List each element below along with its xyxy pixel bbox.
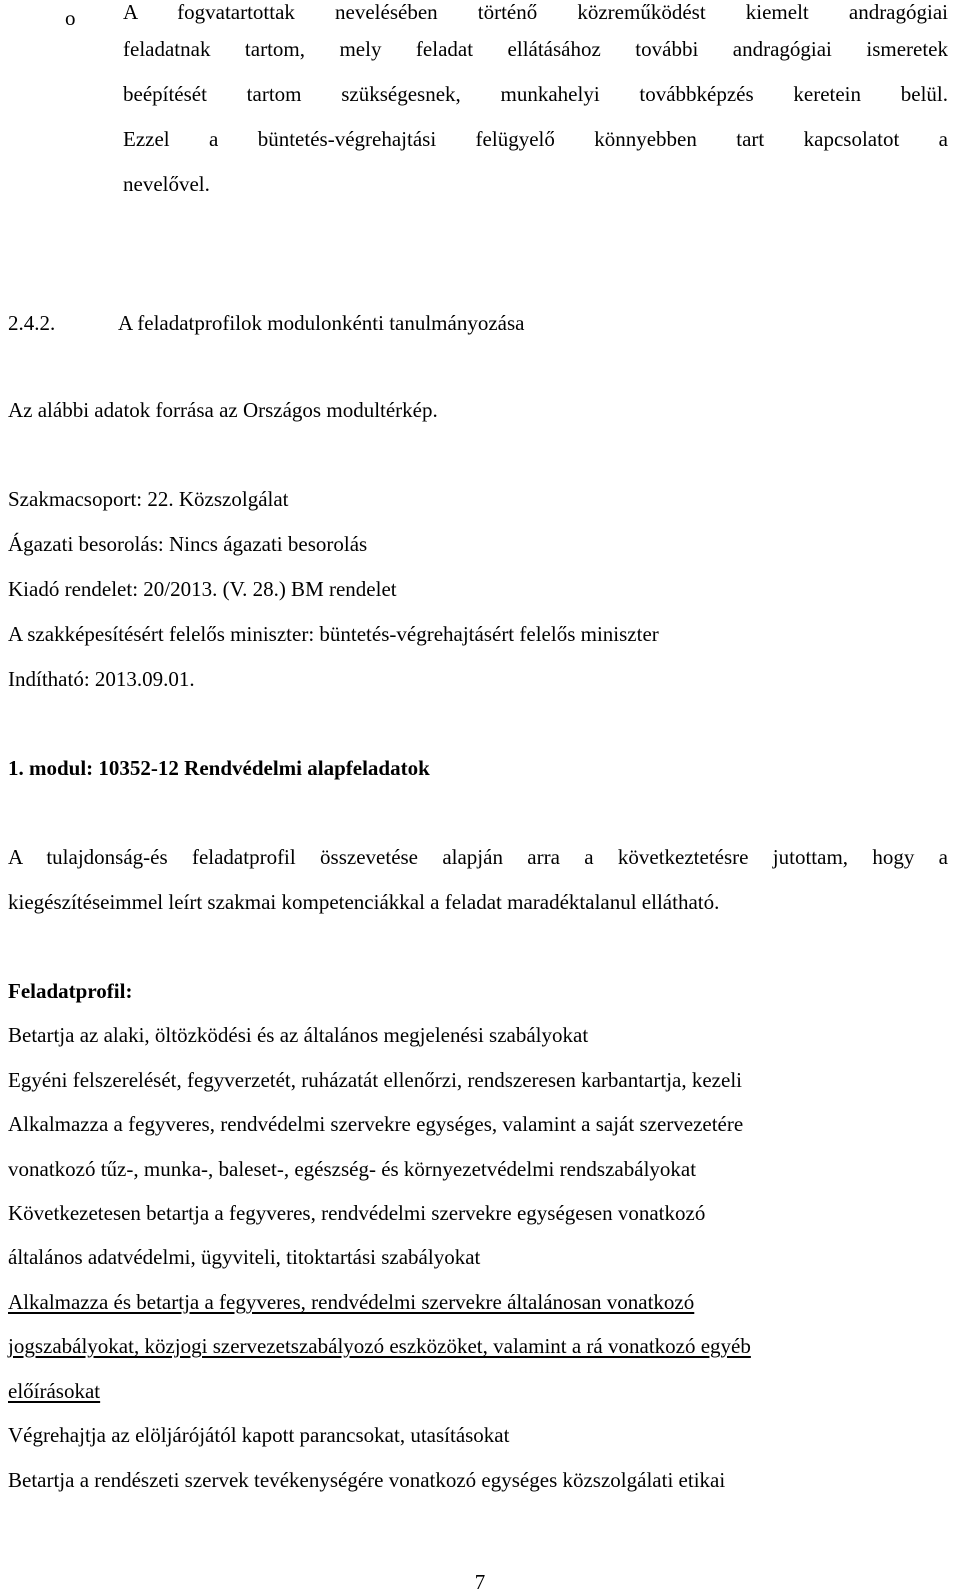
profile-line: vonatkozó tűz-, munka-, baleset-, egészség- és környezetvédelmi rendszabályokat <box>8 1157 697 1181</box>
info-line: Kiadó rendelet: 20/2013. (V. 28.) BM rendelet <box>8 577 397 601</box>
info-line: Szakmacsoport: 22. Közszolgálat <box>8 487 289 511</box>
section-title: A feladatprofilok modulonkénti tanulmányozása <box>118 311 525 335</box>
bullet-line: Ezzel a büntetés-végrehajtási felügyelő könnyebben tart kapcsolatot a <box>123 127 948 151</box>
info-line: A szakképesítésért felelős miniszter: büntetés-végrehajtásért felelős miniszter <box>8 622 659 646</box>
profile-line: Végrehajtja az elöljárójától kapott parancsokat, utasításokat <box>8 1423 510 1447</box>
info-line: Indítható: 2013.09.01. <box>8 667 195 691</box>
section-number: 2.4.2. <box>8 311 56 335</box>
bullet-line: feladatnak tartom, mely feladat ellátásához további andragógiai ismeretek <box>123 37 948 61</box>
conclusion-line: kiegészítéseimmel leírt szakmai kompetenciákkal a feladat maradéktalanul ellátható. <box>8 890 720 914</box>
page-number: 7 <box>474 1570 486 1594</box>
source-note: Az alábbi adatok forrása az Országos modultérkép. <box>8 398 438 422</box>
bullet-marker: o <box>65 6 76 30</box>
profile-heading: Feladatprofil: <box>8 979 133 1003</box>
profile-line-underlined: jogszabályokat, közjogi szervezetszabályozó eszközöket, valamint a rá vonatkozó egyéb <box>8 1334 751 1358</box>
profile-line-underlined: Alkalmazza és betartja a fegyveres, rendvédelmi szervekre általánosan vonatkozó <box>8 1290 695 1314</box>
info-line: Ágazati besorolás: Nincs ágazati besorolás <box>8 532 368 556</box>
bullet-line: A fogvatartottak nevelésében történő közreműködést kiemelt andragógiai <box>123 0 948 24</box>
profile-line: Alkalmazza a fegyveres, rendvédelmi szervekre egységes, valamint a saját szervezetére <box>8 1112 744 1136</box>
profile-line-underlined: előírásokat <box>8 1379 101 1403</box>
profile-line: Következetesen betartja a fegyveres, rendvédelmi szervekre egységesen vonatkozó <box>8 1201 706 1225</box>
module-heading: 1. modul: 10352-12 Rendvédelmi alapfeladatok <box>8 756 430 780</box>
profile-line: Betartja a rendészeti szervek tevékenységére vonatkozó egységes közszolgálati etikai <box>8 1468 726 1492</box>
profile-line: Egyéni felszerelését, fegyverzetét, ruházatát ellenőrzi, rendszeresen karbantartja, kezeli <box>8 1068 742 1092</box>
bullet-line: beépítését tartom szükségesnek, munkahelyi továbbképzés keretein belül. <box>123 82 948 106</box>
profile-line: általános adatvédelmi, ügyviteli, titoktartási szabályokat <box>8 1245 481 1269</box>
bullet-line: nevelővel. <box>123 172 210 196</box>
conclusion-line: A tulajdonság-és feladatprofil összevetése alapján arra a következtetésre jutottam, hogy a <box>8 845 948 869</box>
profile-line: Betartja az alaki, öltözködési és az általános megjelenési szabályokat <box>8 1023 589 1047</box>
